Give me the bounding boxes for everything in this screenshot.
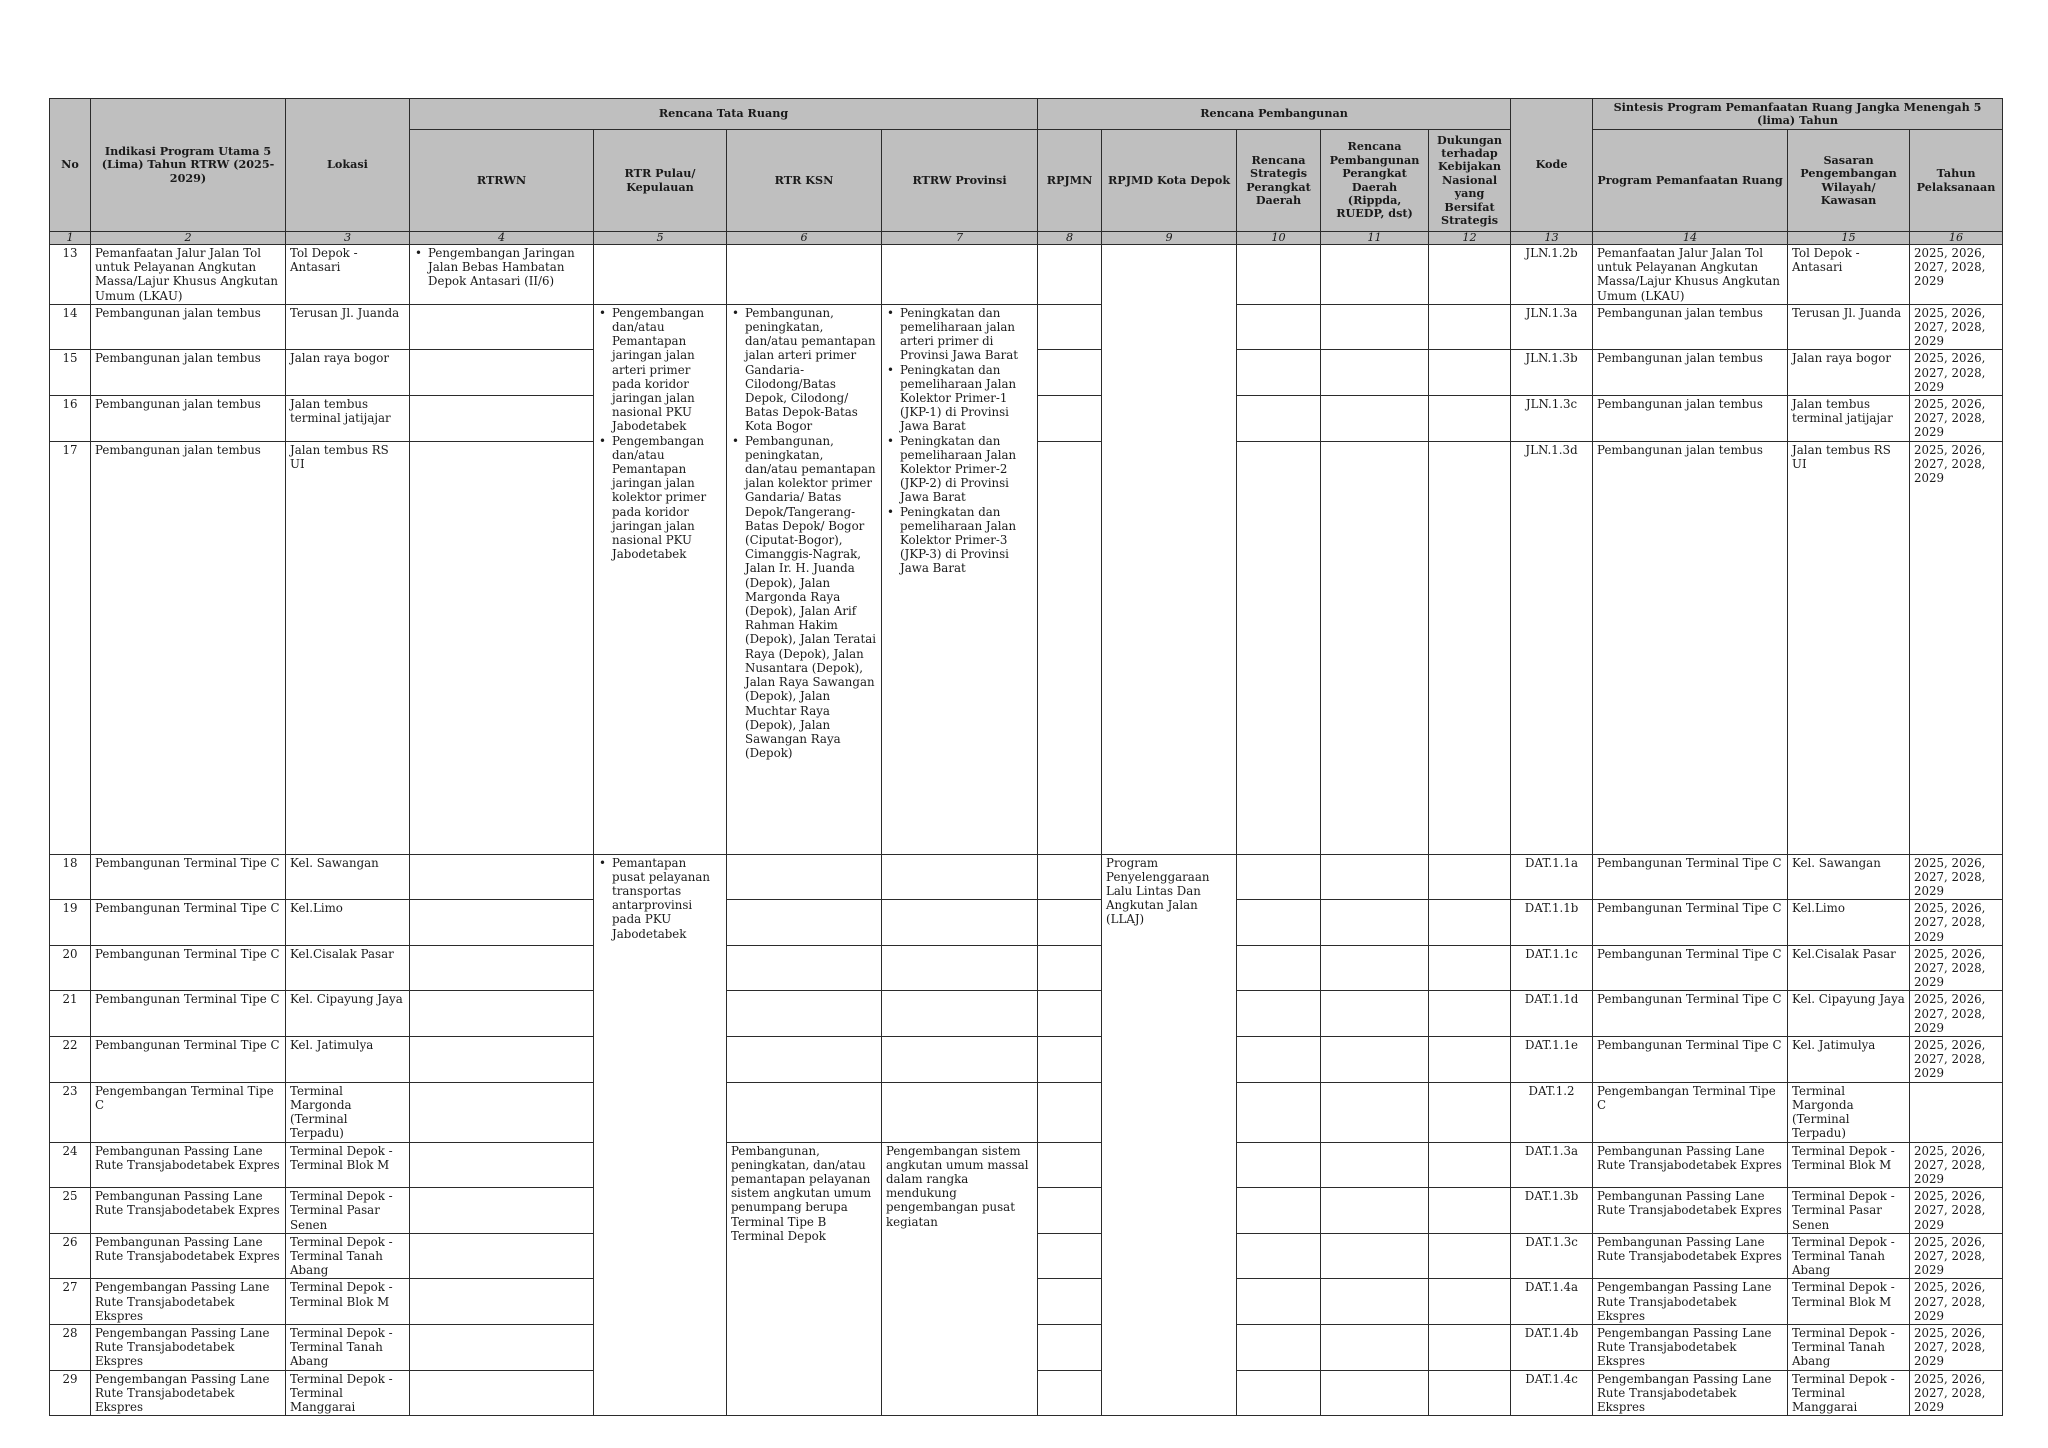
lokasi-cell: Terminal Depok - Terminal Tanah Abang bbox=[286, 1324, 410, 1370]
rtr-ksn-cell bbox=[727, 1082, 882, 1142]
program-cell: Pemanfaatan Jalur Jalan Tol untuk Pelayanan Angkutan Massa/Lajur Khusus Angkutan Umum (LKAU) bbox=[1593, 245, 1788, 305]
row-number: 25 bbox=[50, 1188, 91, 1234]
header-rtr-ksn: RTR KSN bbox=[727, 130, 882, 232]
header-program: Program Pemanfaatan Ruang bbox=[1593, 130, 1788, 232]
rpjmn-cell bbox=[1038, 1037, 1102, 1083]
header-lokasi: Lokasi bbox=[286, 99, 410, 232]
rtrw-provinsi-cell bbox=[882, 854, 1038, 900]
row-number: 20 bbox=[50, 945, 91, 991]
rencana-pembangunan-pd-cell bbox=[1321, 441, 1429, 854]
renstra-cell bbox=[1237, 1188, 1321, 1234]
sasaran-cell: Kel. Cipayung Jaya bbox=[1788, 991, 1910, 1037]
rencana-pembangunan-pd-cell bbox=[1321, 1037, 1429, 1083]
lokasi-cell: Terminal Depok - Terminal Pasar Senen bbox=[286, 1188, 410, 1234]
lokasi-cell: Terminal Depok - Terminal Tanah Abang bbox=[286, 1233, 410, 1279]
rtrw-provinsi-cell bbox=[882, 900, 1038, 946]
rtr-ksn-cell bbox=[727, 900, 882, 946]
header-sintesis: Sintesis Program Pemanfaatan Ruang Jangka Menengah 5 (lima) Tahun bbox=[1593, 99, 2003, 130]
tahun-cell bbox=[1910, 1082, 2003, 1142]
indikasi-cell: Pembangunan Passing Lane Rute Transjabodetabek Expres bbox=[91, 1142, 286, 1188]
header-rencana-pembangunan: Rencana Pembangunan bbox=[1038, 99, 1511, 130]
tahun-cell: 2025, 2026, 2027, 2028, 2029 bbox=[1910, 1188, 2003, 1234]
rtrwn-cell bbox=[410, 1082, 594, 1142]
tahun-cell: 2025, 2026, 2027, 2028, 2029 bbox=[1910, 854, 2003, 900]
row-number: 21 bbox=[50, 991, 91, 1037]
rencana-pembangunan-pd-cell bbox=[1321, 1142, 1429, 1188]
rtrwn-cell bbox=[410, 245, 594, 305]
dukungan-cell bbox=[1429, 304, 1511, 350]
rpjmn-cell bbox=[1038, 854, 1102, 900]
table-row bbox=[50, 854, 2003, 900]
lokasi-cell: Kel.Limo bbox=[286, 900, 410, 946]
bullet-list bbox=[731, 306, 877, 761]
renstra-cell bbox=[1237, 1233, 1321, 1279]
renstra-cell bbox=[1237, 854, 1321, 900]
rpjmd-cell bbox=[1102, 245, 1237, 855]
rtrwn-cell bbox=[410, 1324, 594, 1370]
rtrwn-cell bbox=[410, 945, 594, 991]
dukungan-cell bbox=[1429, 1370, 1511, 1416]
lokasi-cell: Kel. Jatimulya bbox=[286, 1037, 410, 1083]
lokasi-cell: Terminal Depok - Terminal Blok M bbox=[286, 1279, 410, 1325]
kode-cell: JLN.1.3a bbox=[1511, 304, 1593, 350]
tahun-cell: 2025, 2026, 2027, 2028, 2029 bbox=[1910, 350, 2003, 396]
rtrw-provinsi-cell bbox=[882, 245, 1038, 305]
rpjmn-cell bbox=[1038, 1370, 1102, 1416]
kode-cell: DAT.1.4b bbox=[1511, 1324, 1593, 1370]
rencana-pembangunan-pd-cell bbox=[1321, 900, 1429, 946]
tahun-cell: 2025, 2026, 2027, 2028, 2029 bbox=[1910, 991, 2003, 1037]
renstra-cell bbox=[1237, 1370, 1321, 1416]
lokasi-cell: Terminal Depok - Terminal Manggarai bbox=[286, 1370, 410, 1416]
dukungan-cell bbox=[1429, 396, 1511, 442]
rpjmn-cell bbox=[1038, 245, 1102, 305]
row-number: 19 bbox=[50, 900, 91, 946]
kode-cell: DAT.1.1c bbox=[1511, 945, 1593, 991]
table-row bbox=[50, 991, 2003, 1037]
bullet-item: • Pembangunan, peningkatan, dan/atau pemantapan jalan kolektor primer Gandaria/ Batas Depok/Tangerang-Batas Depok/ Bogor (Ciputat-Bogor), Cimanggis-Nagrak, Jalan Ir. H. Juanda (Depok), Jalan Margonda Raya (Depok), Jalan Arif Rahman Hakim (Depok), Jalan Teratai Raya (Depok), Jalan Nusantara (Depok), Jalan Raya Sawangan (Depok), Jalan Muchtar Raya (Depok), Jalan Sawangan Raya (Depok) bbox=[745, 434, 877, 761]
rpjmn-cell bbox=[1038, 441, 1102, 854]
header-kode: Kode bbox=[1511, 99, 1593, 232]
sasaran-cell: Kel.Limo bbox=[1788, 900, 1910, 946]
table-row bbox=[50, 245, 2003, 305]
rpjmd-cell: Program Penyelenggaraan Lalu Lintas Dan Angkutan Jalan (LLAJ) bbox=[1102, 854, 1237, 1416]
lokasi-cell: Kel. Sawangan bbox=[286, 854, 410, 900]
header-rpjmd: RPJMD Kota Depok bbox=[1102, 130, 1237, 232]
rpjmn-cell bbox=[1038, 1188, 1102, 1234]
table-row bbox=[50, 1142, 2003, 1188]
header-rencana-tata-ruang: Rencana Tata Ruang bbox=[410, 99, 1038, 130]
sasaran-cell: Terminal Margonda (Terminal Terpadu) bbox=[1788, 1082, 1910, 1142]
indikasi-cell: Pengembangan Passing Lane Rute Transjabodetabek Ekspres bbox=[91, 1324, 286, 1370]
header-rtrw-provinsi: RTRW Provinsi bbox=[882, 130, 1038, 232]
rtr-ksn-cell bbox=[727, 1037, 882, 1083]
program-cell: Pengembangan Terminal Tipe C bbox=[1593, 1082, 1788, 1142]
column-number: 1 bbox=[50, 232, 91, 245]
row-number: 13 bbox=[50, 245, 91, 305]
header-rtr-pulau: RTR Pulau/ Kepulauan bbox=[594, 130, 727, 232]
program-cell: Pembangunan Passing Lane Rute Transjabodetabek Expres bbox=[1593, 1142, 1788, 1188]
program-cell: Pembangunan Terminal Tipe C bbox=[1593, 1037, 1788, 1083]
rpjmn-cell bbox=[1038, 1082, 1102, 1142]
tahun-cell: 2025, 2026, 2027, 2028, 2029 bbox=[1910, 396, 2003, 442]
row-number: 23 bbox=[50, 1082, 91, 1142]
indikasi-cell: Pembangunan jalan tembus bbox=[91, 441, 286, 854]
rencana-pembangunan-pd-cell bbox=[1321, 854, 1429, 900]
rtrwn-cell bbox=[410, 1188, 594, 1234]
row-number: 15 bbox=[50, 350, 91, 396]
bullet-list bbox=[598, 856, 722, 941]
rtrwn-cell bbox=[410, 1037, 594, 1083]
renstra-cell bbox=[1237, 945, 1321, 991]
renstra-cell bbox=[1237, 1082, 1321, 1142]
kode-cell: DAT.1.4c bbox=[1511, 1370, 1593, 1416]
table-row bbox=[50, 1037, 2003, 1083]
tahun-cell: 2025, 2026, 2027, 2028, 2029 bbox=[1910, 900, 2003, 946]
rpjmn-cell bbox=[1038, 900, 1102, 946]
tahun-cell: 2025, 2026, 2027, 2028, 2029 bbox=[1910, 304, 2003, 350]
kode-cell: DAT.1.2 bbox=[1511, 1082, 1593, 1142]
kode-cell: JLN.1.3c bbox=[1511, 396, 1593, 442]
dukungan-cell bbox=[1429, 1037, 1511, 1083]
dukungan-cell bbox=[1429, 900, 1511, 946]
tahun-cell: 2025, 2026, 2027, 2028, 2029 bbox=[1910, 1279, 2003, 1325]
sasaran-cell: Kel. Jatimulya bbox=[1788, 1037, 1910, 1083]
sasaran-cell: Jalan tembus RS UI bbox=[1788, 441, 1910, 854]
kode-cell: DAT.1.1e bbox=[1511, 1037, 1593, 1083]
row-number: 14 bbox=[50, 304, 91, 350]
renstra-cell bbox=[1237, 304, 1321, 350]
bullet-item: • Pengembangan Jaringan Jalan Bebas Hambatan Depok Antasari (II/6) bbox=[428, 246, 589, 289]
renstra-cell bbox=[1237, 991, 1321, 1037]
lokasi-cell: Jalan tembus RS UI bbox=[286, 441, 410, 854]
rencana-pembangunan-pd-cell bbox=[1321, 1370, 1429, 1416]
indikasi-cell: Pembangunan Terminal Tipe C bbox=[91, 945, 286, 991]
tahun-cell: 2025, 2026, 2027, 2028, 2029 bbox=[1910, 1142, 2003, 1188]
bullet-list bbox=[598, 306, 722, 562]
program-cell: Pembangunan Terminal Tipe C bbox=[1593, 991, 1788, 1037]
rtr-pulau-cell bbox=[594, 304, 727, 854]
header-rencana-pembangunan-pd: Rencana Pembangunan Perangkat Daerah (Rippda, RUEDP, dst) bbox=[1321, 130, 1429, 232]
rtr-ksn-cell bbox=[727, 245, 882, 305]
program-cell: Pembangunan Terminal Tipe C bbox=[1593, 900, 1788, 946]
rtr-ksn-cell bbox=[727, 304, 882, 854]
dukungan-cell bbox=[1429, 1142, 1511, 1188]
header-no: No bbox=[50, 99, 91, 232]
rencana-pembangunan-pd-cell bbox=[1321, 945, 1429, 991]
column-number: 3 bbox=[286, 232, 410, 245]
sasaran-cell: Kel.Cisalak Pasar bbox=[1788, 945, 1910, 991]
tahun-cell: 2025, 2026, 2027, 2028, 2029 bbox=[1910, 1370, 2003, 1416]
row-number: 26 bbox=[50, 1233, 91, 1279]
bullet-item: • Pemantapan pusat pelayanan transportas antarprovinsi pada PKU Jabodetabek bbox=[612, 856, 722, 941]
rpjmn-cell bbox=[1038, 396, 1102, 442]
rpjmn-cell bbox=[1038, 1142, 1102, 1188]
table-row bbox=[50, 945, 2003, 991]
column-number: 11 bbox=[1321, 232, 1429, 245]
dukungan-cell bbox=[1429, 945, 1511, 991]
column-number: 7 bbox=[882, 232, 1038, 245]
indikasi-cell: Pembangunan jalan tembus bbox=[91, 304, 286, 350]
column-number: 4 bbox=[410, 232, 594, 245]
column-number: 6 bbox=[727, 232, 882, 245]
header-tahun: Tahun Pelaksanaan bbox=[1910, 130, 2003, 232]
rencana-pembangunan-pd-cell bbox=[1321, 350, 1429, 396]
indikasi-cell: Pengembangan Passing Lane Rute Transjabodetabek Ekspres bbox=[91, 1370, 286, 1416]
row-number: 22 bbox=[50, 1037, 91, 1083]
indikasi-cell: Pembangunan Passing Lane Rute Transjabodetabek Expres bbox=[91, 1188, 286, 1234]
table-row bbox=[50, 900, 2003, 946]
indikasi-cell: Pengembangan Terminal Tipe C bbox=[91, 1082, 286, 1142]
document-page bbox=[49, 98, 2003, 1416]
bullet-item: • Pengembangan dan/atau Pemantapan jaringan jalan kolektor primer pada koridor jaringan jalan nasional PKU Jabodetabek bbox=[612, 434, 722, 562]
rencana-pembangunan-pd-cell bbox=[1321, 1082, 1429, 1142]
renstra-cell bbox=[1237, 396, 1321, 442]
column-number: 9 bbox=[1102, 232, 1237, 245]
column-number: 16 bbox=[1910, 232, 2003, 245]
lokasi-cell: Jalan raya bogor bbox=[286, 350, 410, 396]
program-cell: Pembangunan jalan tembus bbox=[1593, 304, 1788, 350]
sasaran-cell: Terminal Depok - Terminal Pasar Senen bbox=[1788, 1188, 1910, 1234]
sasaran-cell: Tol Depok - Antasari bbox=[1788, 245, 1910, 305]
rtrw-provinsi-cell: Pengembangan sistem angkutan umum massal dalam rangka mendukung pengembangan pusat kegiatan bbox=[882, 1142, 1038, 1416]
renstra-cell bbox=[1237, 350, 1321, 396]
renstra-cell bbox=[1237, 1142, 1321, 1188]
rtrwn-cell bbox=[410, 854, 594, 900]
rpjmn-cell bbox=[1038, 304, 1102, 350]
program-cell: Pengembangan Passing Lane Rute Transjabodetabek Ekspres bbox=[1593, 1279, 1788, 1325]
dukungan-cell bbox=[1429, 1233, 1511, 1279]
rtrwn-cell bbox=[410, 396, 594, 442]
dukungan-cell bbox=[1429, 245, 1511, 305]
kode-cell: JLN.1.2b bbox=[1511, 245, 1593, 305]
tahun-cell: 2025, 2026, 2027, 2028, 2029 bbox=[1910, 945, 2003, 991]
rtr-pulau-cell bbox=[594, 854, 727, 1416]
tahun-cell: 2025, 2026, 2027, 2028, 2029 bbox=[1910, 441, 2003, 854]
lokasi-cell: Kel. Cipayung Jaya bbox=[286, 991, 410, 1037]
header-indikasi: Indikasi Program Utama 5 (Lima) Tahun RTRW (2025-2029) bbox=[91, 99, 286, 232]
rpjmn-cell bbox=[1038, 350, 1102, 396]
rtr-pulau-cell bbox=[594, 245, 727, 305]
rtrwn-cell bbox=[410, 1142, 594, 1188]
bullet-list bbox=[886, 306, 1033, 576]
rencana-pembangunan-pd-cell bbox=[1321, 1279, 1429, 1325]
bullet-item: • Peningkatan dan pemeliharaan Jalan Kolektor Primer-2 (JKP-2) di Provinsi Jawa Barat bbox=[900, 434, 1033, 505]
rtrw-provinsi-cell bbox=[882, 1082, 1038, 1142]
kode-cell: DAT.1.3a bbox=[1511, 1142, 1593, 1188]
rtrwn-cell bbox=[410, 441, 594, 854]
kode-cell: DAT.1.1b bbox=[1511, 900, 1593, 946]
dukungan-cell bbox=[1429, 1324, 1511, 1370]
renstra-cell bbox=[1237, 1324, 1321, 1370]
rencana-pembangunan-pd-cell bbox=[1321, 1188, 1429, 1234]
renstra-cell bbox=[1237, 441, 1321, 854]
rtrwn-cell bbox=[410, 991, 594, 1037]
lokasi-cell: Terminal Margonda (Terminal Terpadu) bbox=[286, 1082, 410, 1142]
rencana-pembangunan-pd-cell bbox=[1321, 1324, 1429, 1370]
rtrw-provinsi-cell bbox=[882, 1037, 1038, 1083]
bullet-item: • Peningkatan dan pemeliharaan Jalan Kolektor Primer-3 (JKP-3) di Provinsi Jawa Barat bbox=[900, 505, 1033, 576]
indikasi-cell: Pemanfaatan Jalur Jalan Tol untuk Pelayanan Angkutan Massa/Lajur Khusus Angkutan Umum (LKAU) bbox=[91, 245, 286, 305]
sasaran-cell: Terminal Depok - Terminal Manggarai bbox=[1788, 1370, 1910, 1416]
rtrwn-cell bbox=[410, 900, 594, 946]
sasaran-cell: Terminal Depok - Terminal Tanah Abang bbox=[1788, 1324, 1910, 1370]
kode-cell: DAT.1.1d bbox=[1511, 991, 1593, 1037]
program-cell: Pembangunan jalan tembus bbox=[1593, 350, 1788, 396]
sasaran-cell: Terminal Depok - Terminal Tanah Abang bbox=[1788, 1233, 1910, 1279]
program-cell: Pengembangan Passing Lane Rute Transjabodetabek Ekspres bbox=[1593, 1324, 1788, 1370]
sasaran-cell: Jalan tembus terminal jatijajar bbox=[1788, 396, 1910, 442]
rtr-ksn-cell bbox=[727, 991, 882, 1037]
sasaran-cell: Terusan Jl. Juanda bbox=[1788, 304, 1910, 350]
bullet-item: • Peningkatan dan pemeliharaan jalan arteri primer di Provinsi Jawa Barat bbox=[900, 306, 1033, 363]
indikasi-cell: Pembangunan Terminal Tipe C bbox=[91, 900, 286, 946]
rpjmn-cell bbox=[1038, 1279, 1102, 1325]
column-number: 14 bbox=[1593, 232, 1788, 245]
rtrw-provinsi-cell bbox=[882, 991, 1038, 1037]
table-row bbox=[50, 1082, 2003, 1142]
rpjmn-cell bbox=[1038, 1324, 1102, 1370]
indikasi-cell: Pengembangan Passing Lane Rute Transjabodetabek Ekspres bbox=[91, 1279, 286, 1325]
renstra-cell bbox=[1237, 1037, 1321, 1083]
column-number: 2 bbox=[91, 232, 286, 245]
sasaran-cell: Terminal Depok - Terminal Blok M bbox=[1788, 1142, 1910, 1188]
rencana-pembangunan-pd-cell bbox=[1321, 396, 1429, 442]
header-dukungan: Dukungan terhadap Kebijakan Nasional yang Bersifat Strategis bbox=[1429, 130, 1511, 232]
rpjmn-cell bbox=[1038, 1233, 1102, 1279]
tahun-cell: 2025, 2026, 2027, 2028, 2029 bbox=[1910, 1324, 2003, 1370]
rencana-pembangunan-pd-cell bbox=[1321, 304, 1429, 350]
column-number: 10 bbox=[1237, 232, 1321, 245]
row-number: 27 bbox=[50, 1279, 91, 1325]
row-number: 28 bbox=[50, 1324, 91, 1370]
kode-cell: DAT.1.3c bbox=[1511, 1233, 1593, 1279]
rtrwn-cell bbox=[410, 1233, 594, 1279]
indikasi-cell: Pembangunan Passing Lane Rute Transjabodetabek Expres bbox=[91, 1233, 286, 1279]
row-number: 16 bbox=[50, 396, 91, 442]
program-cell: Pembangunan Passing Lane Rute Transjabodetabek Expres bbox=[1593, 1188, 1788, 1234]
dukungan-cell bbox=[1429, 1082, 1511, 1142]
kode-cell: DAT.1.1a bbox=[1511, 854, 1593, 900]
table-row bbox=[50, 304, 2003, 350]
bullet-item: • Pembangunan, peningkatan, dan/atau pemantapan jalan arteri primer Gandaria-Cilodong/Batas Depok, Cilodong/ Batas Depok-Batas Kota Bogor bbox=[745, 306, 877, 434]
bullet-item: • Peningkatan dan pemeliharaan Jalan Kolektor Primer-1 (JKP-1) di Provinsi Jawa Barat bbox=[900, 363, 1033, 434]
rtr-ksn-cell bbox=[727, 854, 882, 900]
rencana-pembangunan-pd-cell bbox=[1321, 1233, 1429, 1279]
program-cell: Pembangunan jalan tembus bbox=[1593, 396, 1788, 442]
kode-cell: JLN.1.3d bbox=[1511, 441, 1593, 854]
program-cell: Pembangunan jalan tembus bbox=[1593, 441, 1788, 854]
renstra-cell bbox=[1237, 900, 1321, 946]
rpjmn-cell bbox=[1038, 991, 1102, 1037]
lokasi-cell: Tol Depok - Antasari bbox=[286, 245, 410, 305]
program-cell: Pembangunan Terminal Tipe C bbox=[1593, 854, 1788, 900]
row-number: 18 bbox=[50, 854, 91, 900]
sasaran-cell: Jalan raya bogor bbox=[1788, 350, 1910, 396]
dukungan-cell bbox=[1429, 350, 1511, 396]
rtrw-provinsi-cell bbox=[882, 945, 1038, 991]
column-number: 15 bbox=[1788, 232, 1910, 245]
rtrwn-cell bbox=[410, 304, 594, 350]
indikasi-cell: Pembangunan Terminal Tipe C bbox=[91, 854, 286, 900]
rtrw-provinsi-cell bbox=[882, 304, 1038, 854]
program-cell: Pengembangan Passing Lane Rute Transjabodetabek Ekspres bbox=[1593, 1370, 1788, 1416]
indikasi-cell: Pembangunan jalan tembus bbox=[91, 350, 286, 396]
lokasi-cell: Kel.Cisalak Pasar bbox=[286, 945, 410, 991]
kode-cell: DAT.1.3b bbox=[1511, 1188, 1593, 1234]
rtrwn-cell bbox=[410, 350, 594, 396]
tahun-cell: 2025, 2026, 2027, 2028, 2029 bbox=[1910, 1233, 2003, 1279]
dukungan-cell bbox=[1429, 991, 1511, 1037]
header-rtrwn: RTRWN bbox=[410, 130, 594, 232]
header-renstra: Rencana Strategis Perangkat Daerah bbox=[1237, 130, 1321, 232]
rtr-ksn-cell bbox=[727, 945, 882, 991]
sasaran-cell: Kel. Sawangan bbox=[1788, 854, 1910, 900]
rencana-pembangunan-pd-cell bbox=[1321, 245, 1429, 305]
rtr-ksn-cell: Pembangunan, peningkatan, dan/atau pemantapan pelayanan sistem angkutan umum penumpang berupa Terminal Tipe B Terminal Depok bbox=[727, 1142, 882, 1416]
row-number: 24 bbox=[50, 1142, 91, 1188]
indikasi-cell: Pembangunan Terminal Tipe C bbox=[91, 991, 286, 1037]
rencana-pembangunan-pd-cell bbox=[1321, 991, 1429, 1037]
tahun-cell: 2025, 2026, 2027, 2028, 2029 bbox=[1910, 1037, 2003, 1083]
column-number: 13 bbox=[1511, 232, 1593, 245]
tahun-cell: 2025, 2026, 2027, 2028, 2029 bbox=[1910, 245, 2003, 305]
dukungan-cell bbox=[1429, 854, 1511, 900]
column-number: 5 bbox=[594, 232, 727, 245]
column-number: 12 bbox=[1429, 232, 1511, 245]
bullet-list bbox=[414, 246, 589, 289]
lokasi-cell: Terminal Depok - Terminal Blok M bbox=[286, 1142, 410, 1188]
rpjmn-cell bbox=[1038, 945, 1102, 991]
program-table bbox=[49, 98, 2003, 1416]
indikasi-cell: Pembangunan jalan tembus bbox=[91, 396, 286, 442]
dukungan-cell bbox=[1429, 441, 1511, 854]
program-cell: Pembangunan Passing Lane Rute Transjabodetabek Expres bbox=[1593, 1233, 1788, 1279]
sasaran-cell: Terminal Depok - Terminal Blok M bbox=[1788, 1279, 1910, 1325]
row-number: 17 bbox=[50, 441, 91, 854]
kode-cell: DAT.1.4a bbox=[1511, 1279, 1593, 1325]
column-number: 8 bbox=[1038, 232, 1102, 245]
rtrwn-cell bbox=[410, 1279, 594, 1325]
renstra-cell bbox=[1237, 245, 1321, 305]
indikasi-cell: Pembangunan Terminal Tipe C bbox=[91, 1037, 286, 1083]
lokasi-cell: Jalan tembus terminal jatijajar bbox=[286, 396, 410, 442]
kode-cell: JLN.1.3b bbox=[1511, 350, 1593, 396]
program-cell: Pembangunan Terminal Tipe C bbox=[1593, 945, 1788, 991]
row-number: 29 bbox=[50, 1370, 91, 1416]
bullet-item: • Pengembangan dan/atau Pemantapan jaringan jalan arteri primer pada koridor jaringan jalan nasional PKU Jabodetabek bbox=[612, 306, 722, 434]
header-rpjmn: RPJMN bbox=[1038, 130, 1102, 232]
renstra-cell bbox=[1237, 1279, 1321, 1325]
rtrwn-cell bbox=[410, 1370, 594, 1416]
header-sasaran: Sasaran Pengembangan Wilayah/ Kawasan bbox=[1788, 130, 1910, 232]
lokasi-cell: Terusan Jl. Juanda bbox=[286, 304, 410, 350]
dukungan-cell bbox=[1429, 1188, 1511, 1234]
dukungan-cell bbox=[1429, 1279, 1511, 1325]
